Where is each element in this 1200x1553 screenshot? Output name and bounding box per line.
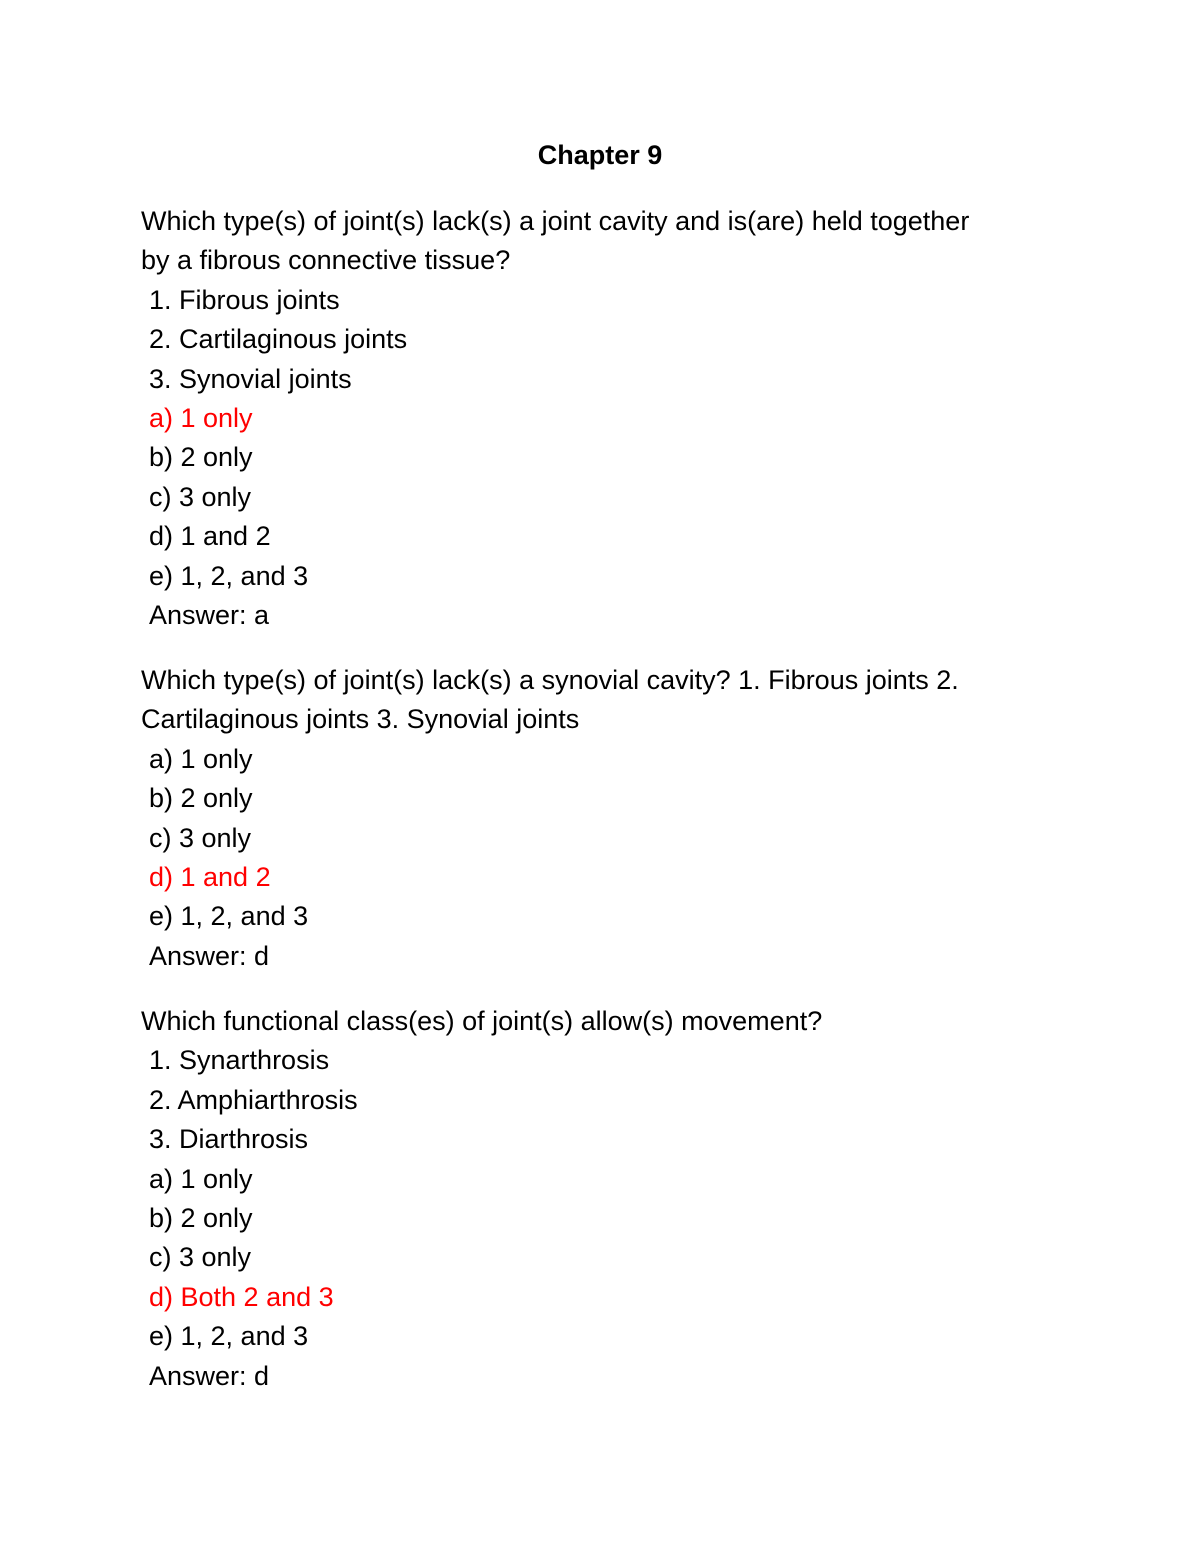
answer-option: c) 3 only <box>149 822 252 853</box>
answer-option: e) 1, 2, and 3 <box>149 901 309 932</box>
question-item: 2. Amphiarthrosis <box>149 1084 358 1115</box>
answer-option: d) Both 2 and 3 <box>149 1281 334 1312</box>
answer-option: b) 2 only <box>149 442 253 473</box>
question-stem-line: Which type(s) of joint(s) lack(s) a synovial cavity? 1. Fibrous joints 2. <box>141 665 959 695</box>
answer-option: b) 2 only <box>149 783 253 814</box>
question-item: 1. Synarthrosis <box>149 1045 330 1076</box>
answer-key: Answer: d <box>149 1360 270 1391</box>
question-3 <box>141 1002 1041 1396</box>
question-item: 2. Cartilaginous joints <box>149 324 408 355</box>
question-item: 1. Fibrous joints <box>149 284 340 315</box>
question-stem-line: Which type(s) of joint(s) lack(s) a joint cavity and is(are) held together <box>141 206 970 236</box>
answer-option: c) 3 only <box>149 1242 252 1273</box>
answer-option: a) 1 only <box>149 403 253 434</box>
question-1 <box>141 202 1041 635</box>
question-item: 3. Synovial joints <box>149 363 352 394</box>
question-2 <box>141 661 1041 976</box>
question-stem-line: Which functional class(es) of joint(s) allow(s) movement? <box>141 1006 823 1036</box>
answer-option: c) 3 only <box>149 481 252 512</box>
answer-key: Answer: a <box>149 600 270 631</box>
answer-option: d) 1 and 2 <box>149 521 271 552</box>
answer-option: d) 1 and 2 <box>149 862 271 893</box>
question-item: 3. Diarthrosis <box>149 1124 309 1155</box>
question-stem-line: Cartilaginous joints 3. Synovial joints <box>141 704 580 735</box>
answer-option: e) 1, 2, and 3 <box>149 560 309 591</box>
answer-option: a) 1 only <box>149 743 253 774</box>
answer-option: e) 1, 2, and 3 <box>149 1321 309 1352</box>
answer-option: a) 1 only <box>149 1163 253 1194</box>
chapter-title: Chapter 9 <box>537 140 663 170</box>
answer-key: Answer: d <box>149 940 270 971</box>
question-stem-line: by a fibrous connective tissue? <box>141 245 511 276</box>
answer-option: b) 2 only <box>149 1203 253 1234</box>
